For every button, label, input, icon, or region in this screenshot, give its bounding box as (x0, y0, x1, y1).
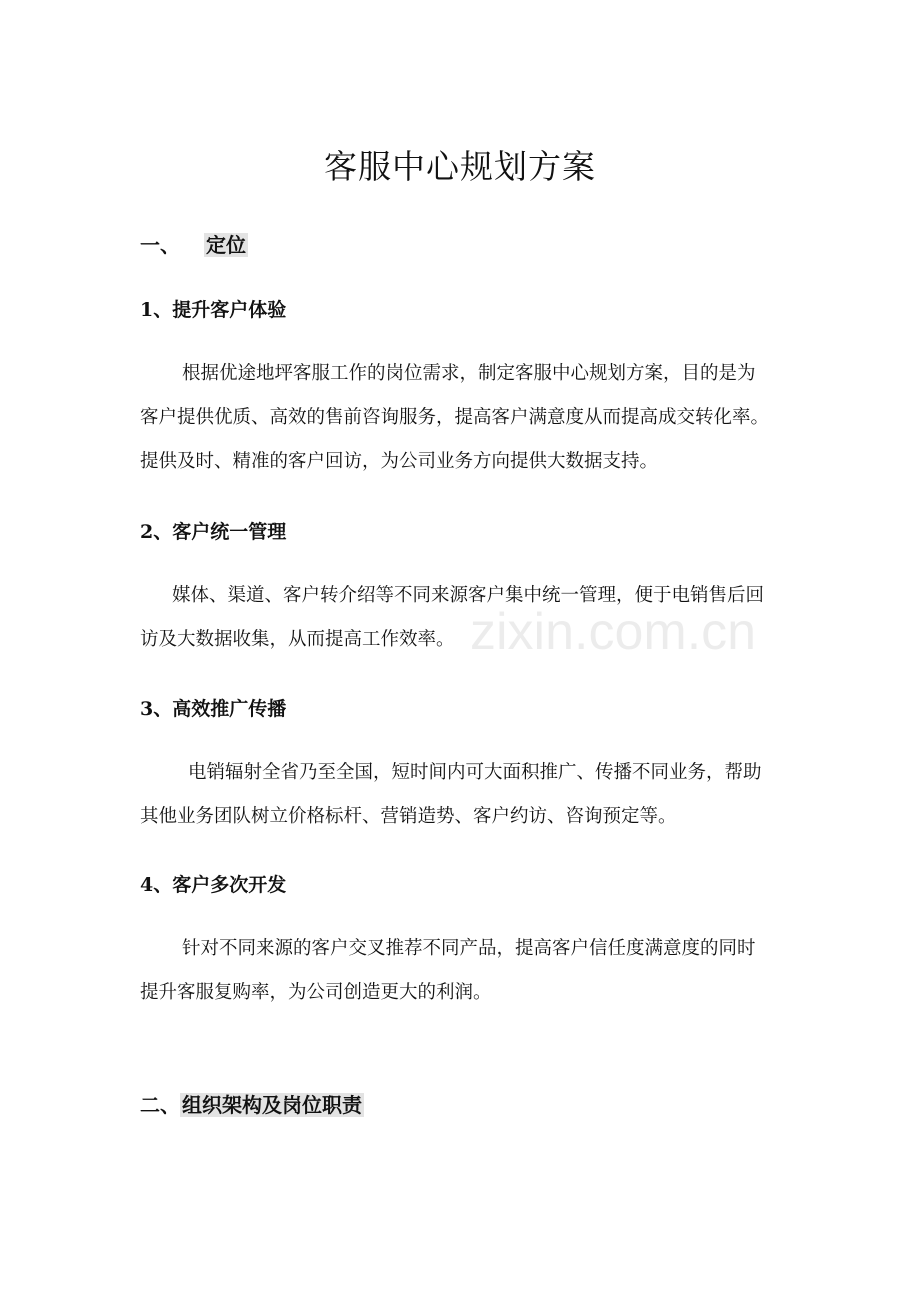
subsection-heading-repeat-development: 4、客户多次开发 (140, 874, 287, 896)
section-heading-positioning (140, 229, 248, 261)
paragraph-line: 提供及时、精准的客户回访，为公司业务方向提供大数据支持。 (140, 451, 659, 472)
paragraph-unified-management (140, 574, 864, 662)
paragraph-line: 电销辐射全省乃至全国，短时间内可大面积推广、传播不同业务，帮助 (188, 762, 762, 783)
paragraph-line: 媒体、渠道、客户转介绍等不同来源客户集中统一管理，便于电销售后回 (172, 585, 765, 606)
paragraph-promotion (140, 751, 864, 839)
paragraph-line: 客户提供优质、高效的售前咨询服务，提高客户满意度从而提高成交转化率。 (140, 407, 770, 428)
paragraph-line: 提升客服复购率，为公司创造更大的利润。 (140, 982, 492, 1003)
subsection-heading-customer-experience: 1、提升客户体验 (140, 299, 287, 321)
section-label: 组织架构及岗位职责 (182, 1093, 362, 1117)
subsection-heading-promotion: 3、高效推广传播 (140, 698, 287, 720)
paragraph-line: 其他业务团队树立价格标杆、营销造势、客户约访、咨询预定等。 (140, 806, 677, 827)
paragraph-line: 根据优途地坪客服工作的岗位需求，制定客服中心规划方案，目的是为 (182, 363, 756, 384)
subsection-heading-unified-management: 2、客户统一管理 (140, 521, 287, 543)
paragraph-line: 访及大数据收集，从而提高工作效率。 (140, 629, 455, 650)
watermark: zixin.com.cn (470, 603, 757, 661)
paragraph-line: 针对不同来源的客户交叉推荐不同产品，提高客户信任度满意度的同时 (182, 938, 756, 959)
paragraph-customer-experience (140, 352, 864, 484)
section-number: 一、 (140, 233, 180, 257)
section-label: 定位 (206, 233, 246, 257)
paragraph-repeat-development (140, 927, 864, 1015)
section-number: 二、 (140, 1093, 180, 1117)
document-title: 客服中心规划方案 (324, 147, 596, 186)
section-heading-organization (140, 1089, 364, 1121)
